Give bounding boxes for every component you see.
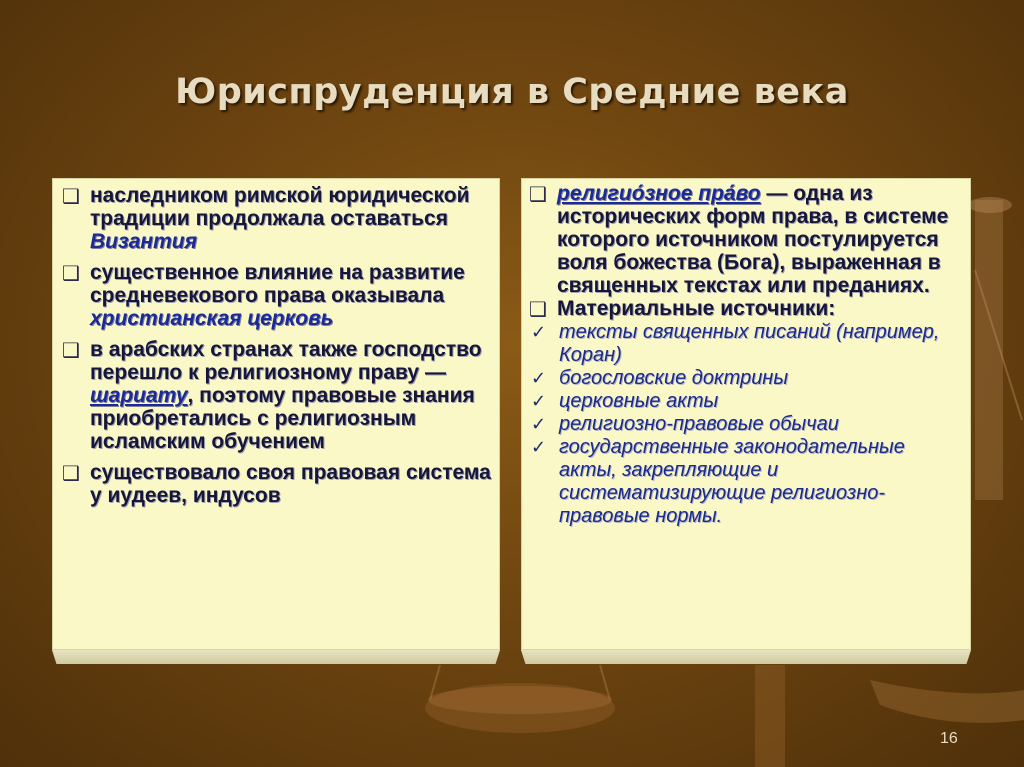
sources-heading: Материальные источники: <box>557 297 836 320</box>
checkmark-icon: ✓ <box>531 391 547 412</box>
page-number: 16 <box>940 730 958 747</box>
left-panel <box>52 178 502 665</box>
left-item-text: в арабских странах также господство перешло к религиозному праву — шариату, поэтому правовые знания приобретались с религиозным исламским обучением <box>90 338 482 453</box>
checkbox-bullet-icon: ❑ <box>62 261 80 285</box>
source-item <box>529 390 967 413</box>
checkbox-bullet-icon: ❑ <box>62 461 80 485</box>
definition-text: религио́зное пра́во — одна из исторических форм права, в системе которого источником постулируется воля божества (Бога), выраженная в священных текстах или преданиях. <box>557 182 949 297</box>
right-definition <box>529 182 967 297</box>
source-item <box>529 321 967 367</box>
checkbox-bullet-icon: ❑ <box>529 297 547 321</box>
slide-title: Юриспруденция в Средние века <box>175 72 849 112</box>
left-item-byzantium <box>62 184 492 253</box>
checkbox-bullet-icon: ❑ <box>529 182 547 206</box>
left-item-judaism-hinduism <box>62 461 492 507</box>
source-text: государственные законодательные акты, закрепляющие и систематизирующие религиозно-правовые нормы. <box>559 436 905 527</box>
source-item <box>529 367 967 390</box>
source-text: религиозно-правовые обычаи <box>559 413 839 435</box>
checkbox-bullet-icon: ❑ <box>62 338 80 362</box>
left-item-text: наследником римской юридической традиции продолжала оставаться Византия <box>90 184 470 253</box>
checkmark-icon: ✓ <box>531 368 547 389</box>
checkmark-icon: ✓ <box>531 322 547 343</box>
source-item <box>529 413 967 436</box>
left-item-text: существенное влияние на развитие средневекового права оказывала христианская церковь <box>90 261 465 330</box>
left-item-church <box>62 261 492 330</box>
checkbox-bullet-icon: ❑ <box>62 184 80 208</box>
source-item <box>529 436 967 528</box>
checkmark-icon: ✓ <box>531 437 547 458</box>
source-text: тексты священных писаний (например, Коран) <box>559 321 940 366</box>
source-text: церковные акты <box>559 390 719 412</box>
checkmark-icon: ✓ <box>531 414 547 435</box>
sources-heading-item <box>529 297 967 321</box>
left-item-sharia <box>62 338 492 453</box>
left-item-text: существовало своя правовая система у иудеев, индусов <box>90 461 491 507</box>
right-panel <box>521 178 973 665</box>
source-text: богословские доктрины <box>559 367 789 389</box>
